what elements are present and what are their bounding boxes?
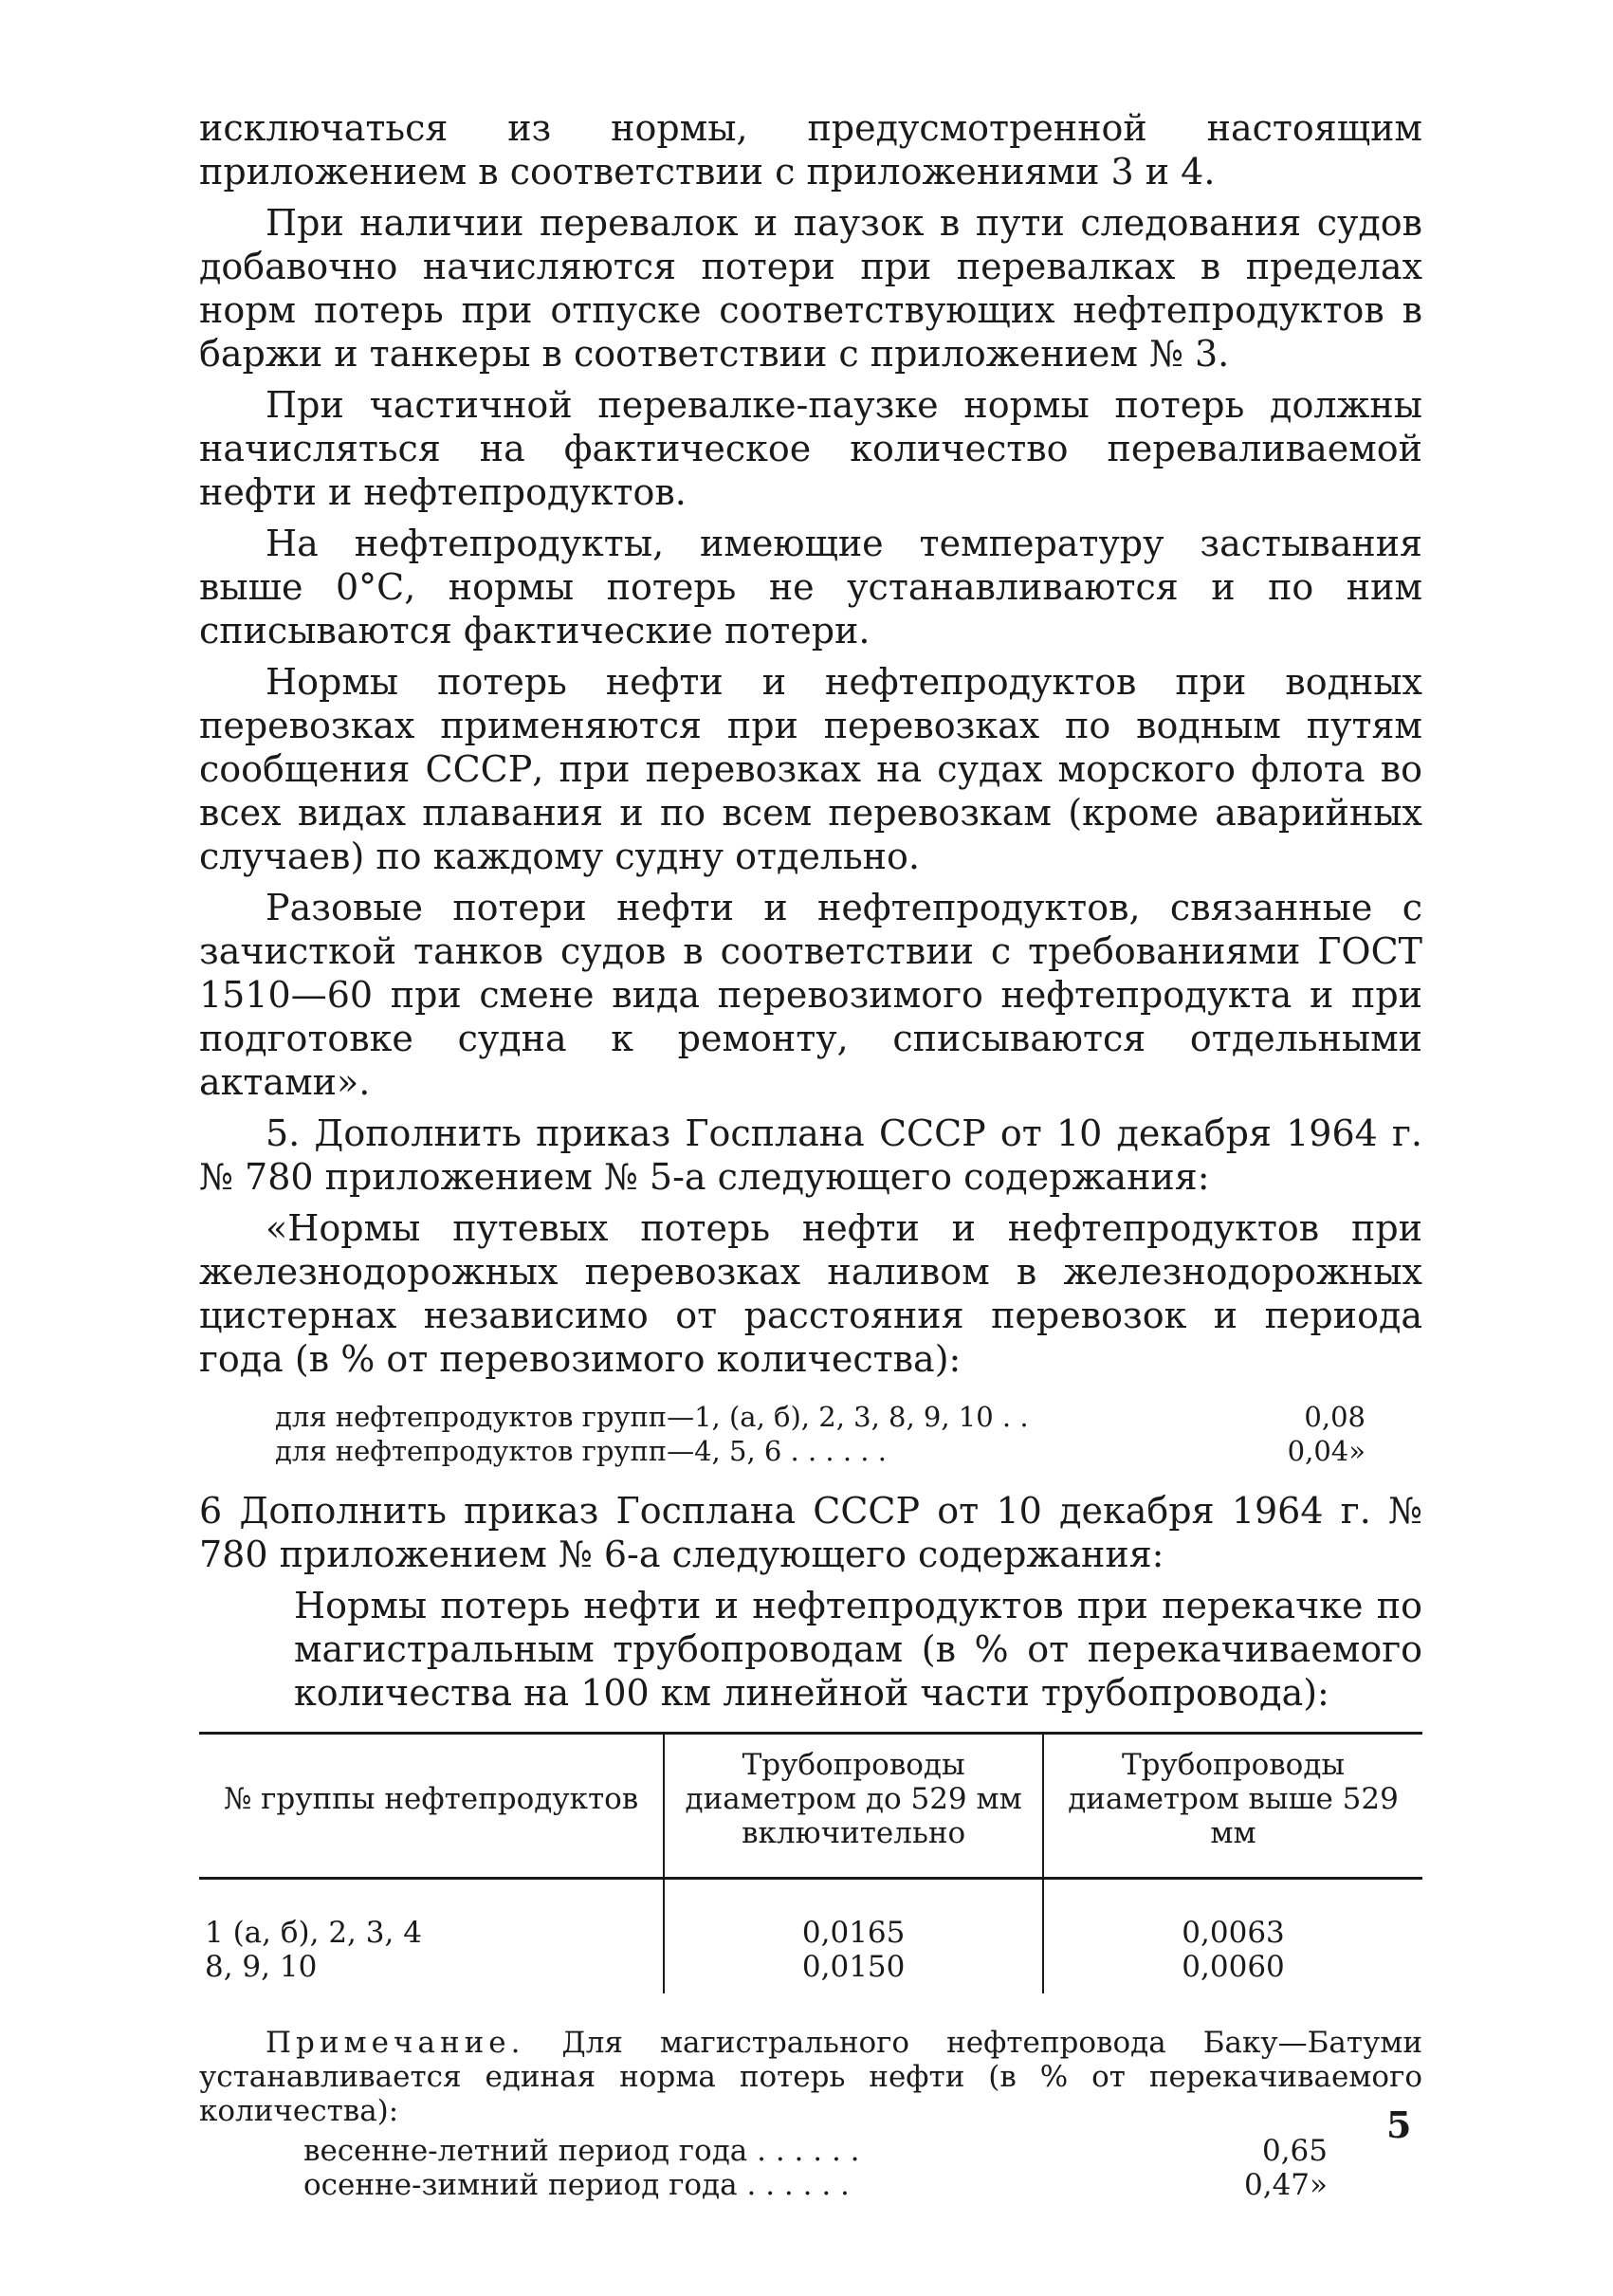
note-list [303,2134,1328,2202]
note-item-label: весенне-летний период года . . . . . . [303,2134,860,2168]
paragraph-7: 5. Дополнить приказ Госплана СССР от 10 декабря 1964 г. № 780 приложением № 5-а следующего содержания: [199,1112,1422,1198]
column-header-above-529: Трубопроводы диаметром выше 529 мм [1043,1734,1422,1879]
column-header-up-to-529: Трубопроводы диаметром до 529 мм включительно [664,1734,1043,1879]
table-header-row [199,1734,1422,1879]
note-title: Примечание. [266,2026,525,2060]
rail-norm-row [275,1400,1366,1434]
norm-cell-up-to-529 [664,1879,1043,1994]
paragraph-1: исключаться из нормы, предусмотренной настоящим приложением в соответствии с приложениями 3 и 4. [199,107,1422,193]
note-item-value: 0,47» [1244,2168,1328,2202]
page-number: 5 [1386,2103,1412,2146]
paragraph-5: Нормы потерь нефти и нефтепродуктов при водных перевозках применяются при перевозках по водным путям сообщения СССР, при перевозках на судах морского флота во всех видах плавания и по всем перевозкам (кроме аварийных случаев) по каждому судну отдельно. [199,661,1422,877]
paragraph-6: Разовые потери нефти и нефтепродуктов, связанные с зачисткой танков судов в соответствии с требованиями ГОСТ 1510—60 при смене вида перевозимого нефтепродукта и при подготовке судна к ремонту, списываются отдельными актами». [199,887,1422,1103]
note-item-label: осенне-зимний период года . . . . . . [303,2168,850,2202]
column-header-group: № группы нефтепродуктов [199,1734,664,1879]
norm-value: 0,0063 [1182,1916,1285,1950]
group-cell [199,1879,664,1994]
pipeline-table-wrap [199,1732,1422,1993]
note-paragraph [199,2026,1422,2128]
norm-value: 0,0150 [801,1950,906,1984]
rail-norm-value: 0,08 [1304,1401,1366,1433]
group-value: 8, 9, 10 [205,1950,318,1984]
paragraph-8: «Нормы путевых потерь нефти и нефтепродуктов при железнодорожных перевозках наливом в железнодорожных цистернах независимо от расстояния перевозок и периода года (в % от перевозимого количества): [199,1207,1422,1380]
norm-value: 0,0060 [1182,1950,1285,1984]
note-item-value: 0,65 [1261,2134,1328,2168]
page-body [199,106,1422,2202]
rail-norms-list [275,1400,1366,1468]
section6-intro: 6 Дополнить приказ Госплана СССР от 10 декабря 1964 г. № 780 приложением № 6-а следующего содержания: [199,1490,1422,1575]
rail-norm-label: для нефтепродуктов групп—1, (а, б), 2, 3, 8, 9, 10 . . [275,1401,1029,1433]
norm-value: 0,0165 [801,1916,906,1950]
table-row [199,1879,1422,1994]
rail-norm-row [275,1434,1366,1468]
paragraph-2: При наличии перевалок и паузок в пути следования судов добавочно начисляются потери при перевалках в пределах норм потерь при отпуске соответствующих нефтепродуктов в баржи и танкеры в соответствии с приложением № 3. [199,202,1422,375]
rail-norm-value: 0,04» [1287,1435,1366,1467]
group-value: 1 (а, б), 2, 3, 4 [205,1916,422,1950]
rail-norm-label: для нефтепродуктов групп—4, 5, 6 . . . . . . [275,1435,887,1467]
pipeline-norms-table [199,1732,1422,1993]
paragraph-4: На нефтепродукты, имеющие температуру застывания выше 0°С, нормы потерь не устанавливаются и по ним списываются фактические потери. [199,523,1422,652]
pipeline-heading: Нормы потерь нефти и нефтепродуктов при перекачке по магистральным трубопроводам (в % от перекачиваемого количества на 100 км линейной части трубопровода): [294,1585,1422,1714]
note-row [303,2134,1328,2168]
norm-cell-above-529 [1043,1879,1422,1994]
paragraph-3: При частичной перевалке-паузке нормы потерь должны начисляться на фактическое количество переваливаемой нефти и нефтепродуктов. [199,384,1422,513]
note-text: Для магистрального нефтепровода Баку—Батуми устанавливается единая норма потерь нефти (в % от перекачиваемого количества): [199,2026,1422,2128]
note-row [303,2168,1328,2202]
note-block [199,2026,1422,2202]
